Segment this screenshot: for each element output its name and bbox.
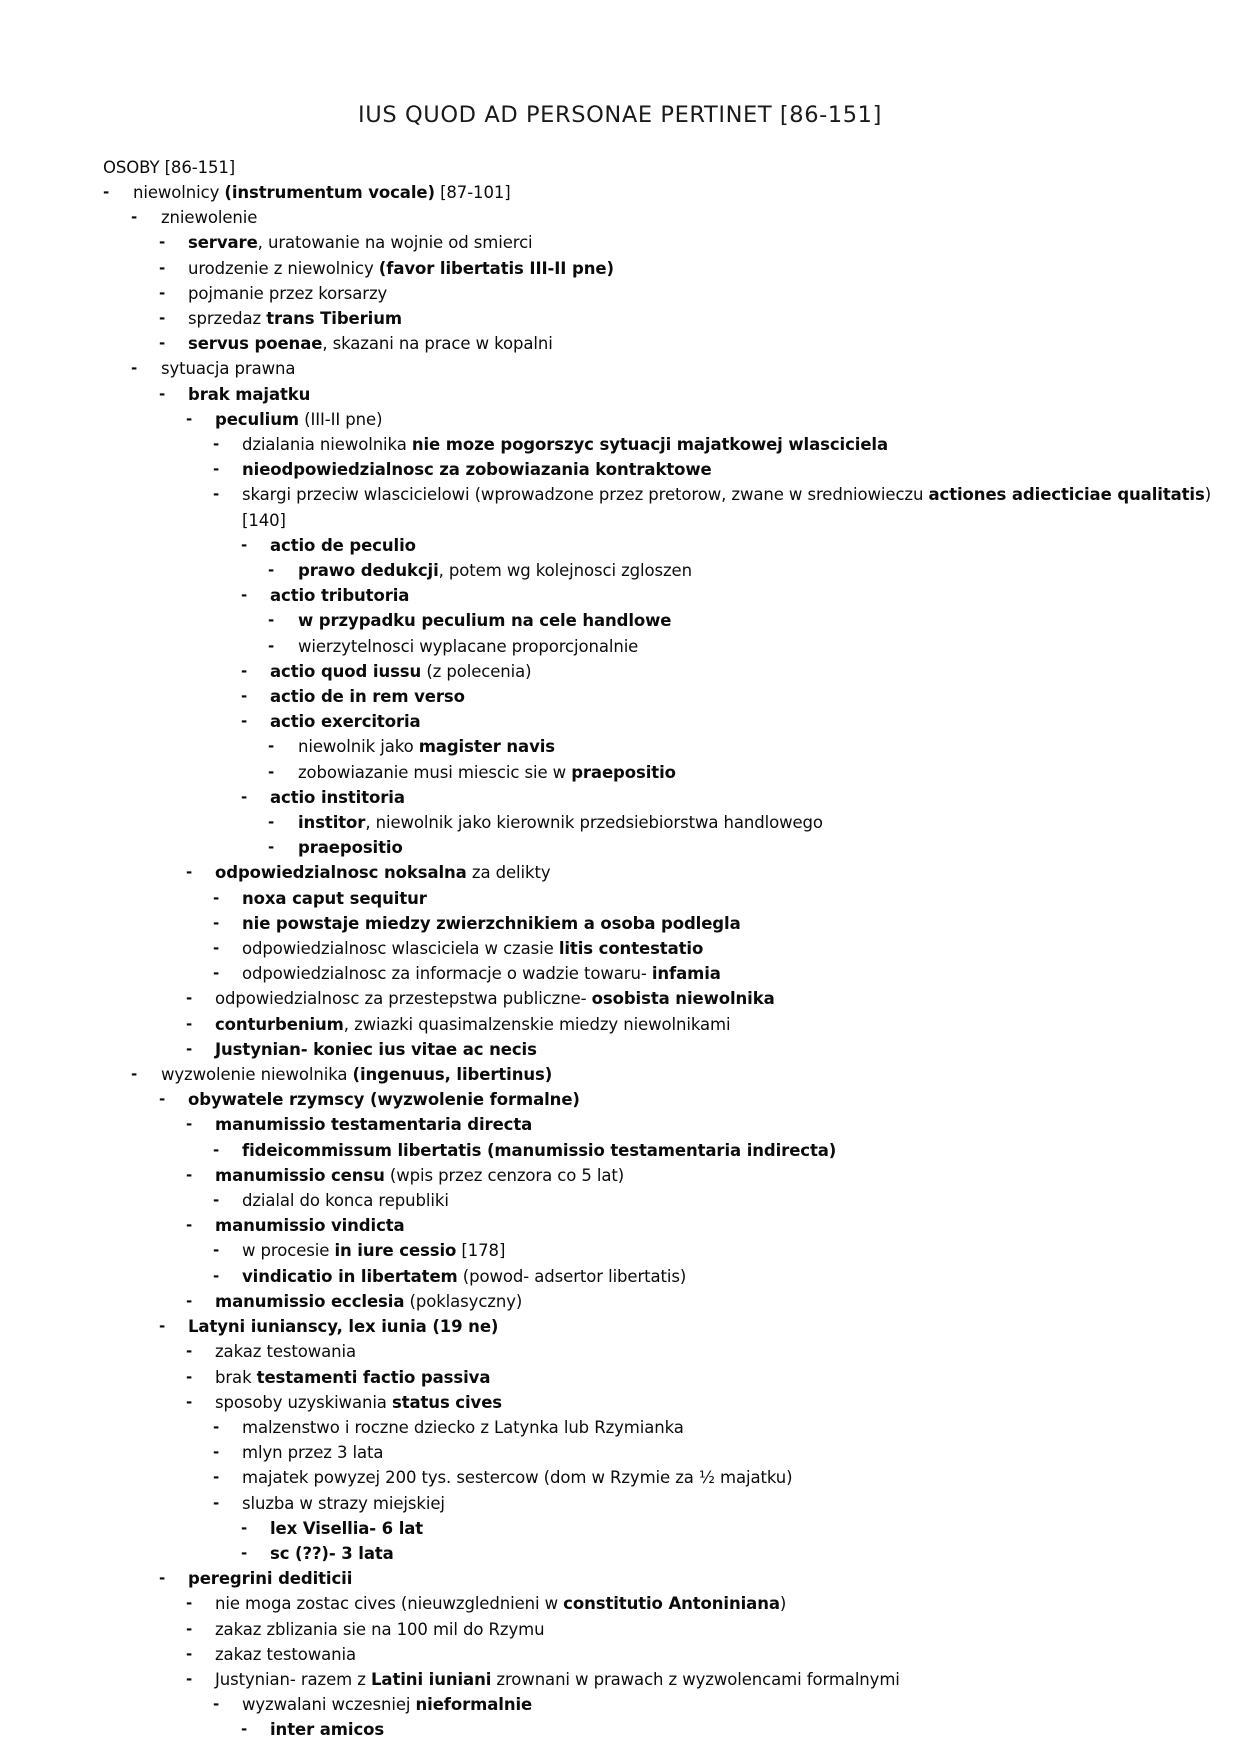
outline-item-text: manumissio ecclesia (poklasyczny)	[215, 1291, 523, 1311]
outline-item-text: odpowiedzialnosc noksalna za delikty	[215, 863, 551, 883]
outline-item	[103, 180, 1240, 205]
bullet-dash-icon: -	[159, 1090, 166, 1109]
outline-item	[186, 1365, 1240, 1390]
outline-item-text: actio exercitoria	[270, 712, 421, 732]
bullet-dash-icon: -	[186, 1392, 193, 1411]
outline-item-text: sprzedaz trans Tiberium	[188, 308, 402, 328]
outline-item-text: majatek powyzej 200 tys. sestercow (dom w Rzymie za ½ majatku)	[242, 1468, 793, 1488]
outline-item	[159, 306, 1240, 331]
bullet-dash-icon: -	[213, 1266, 220, 1285]
bullet-dash-icon: -	[213, 1695, 220, 1714]
outline-item	[213, 1465, 1240, 1490]
outline-item	[213, 886, 1240, 911]
outline-item-text: actio quod iussu (z polecenia)	[270, 661, 532, 681]
outline-item-text: nie powstaje miedzy zwierzchnikiem a osoba podlegla	[242, 913, 741, 933]
bullet-dash-icon: -	[186, 1594, 193, 1613]
bullet-dash-icon: -	[159, 233, 166, 252]
outline-item	[186, 1617, 1240, 1642]
outline-item	[241, 684, 1240, 709]
outline-item	[213, 1440, 1240, 1465]
bullet-dash-icon: -	[159, 1317, 166, 1336]
bullet-dash-icon: -	[159, 258, 166, 277]
bullet-dash-icon: -	[186, 989, 193, 1008]
outline-item-text: niewolnik jako magister navis	[298, 737, 556, 757]
outline-item	[186, 1163, 1240, 1188]
bullet-dash-icon: -	[241, 787, 248, 806]
outline-item-text: obywatele rzymscy (wyzwolenie formalne)	[188, 1090, 580, 1110]
outline-item-text: peregrini dediticii	[188, 1569, 353, 1589]
outline-item-text: actio de peculio	[270, 535, 416, 555]
outline-item	[186, 1591, 1240, 1616]
outline-item	[186, 1289, 1240, 1314]
outline-item-text: noxa caput sequitur	[242, 888, 427, 908]
bullet-dash-icon: -	[213, 1417, 220, 1436]
bullet-dash-icon: -	[159, 308, 166, 327]
outline-item-text: Justynian- koniec ius vitae ac necis	[215, 1039, 537, 1059]
bullet-dash-icon: -	[213, 485, 220, 504]
outline-item	[186, 1112, 1240, 1137]
bullet-dash-icon: -	[186, 1619, 193, 1638]
bullet-dash-icon: -	[241, 1543, 248, 1562]
bullet-dash-icon: -	[186, 1342, 193, 1361]
outline-item-text: servare, uratowanie na wojnie od smierci	[188, 233, 533, 253]
outline-item-text: sc (??)- 3 lata	[270, 1543, 394, 1563]
outline-item-text: praepositio	[298, 838, 403, 858]
bullet-dash-icon: -	[186, 409, 193, 428]
outline-item-text: institor, niewolnik jako kierownik przedsiebiorstwa handlowego	[298, 813, 823, 833]
bullet-dash-icon: -	[186, 1039, 193, 1058]
outline-item	[241, 1717, 1240, 1742]
bullet-dash-icon: -	[159, 283, 166, 302]
bullet-dash-icon: -	[268, 737, 275, 756]
bullet-dash-icon: -	[213, 1140, 220, 1159]
outline-item-text: zakaz zblizania sie na 100 mil do Rzymu	[215, 1619, 545, 1639]
outline-item	[268, 810, 1240, 835]
outline-item-text: actio institoria	[270, 787, 405, 807]
bullet-dash-icon: -	[213, 913, 220, 932]
outline-item-text: niewolnicy (instrumentum vocale) [87-101]	[133, 182, 511, 202]
outline-item	[186, 860, 1240, 885]
outline-item-text: skargi przeciw wlascicielowi (wprowadzone przez pretorow, zwane w sredniowieczu actiones adiecticiae qualitatis) [140]	[242, 485, 1212, 530]
outline-item	[213, 1264, 1240, 1289]
outline-item	[186, 1390, 1240, 1415]
outline-item	[103, 155, 1240, 180]
outline-item	[159, 1087, 1240, 1112]
bullet-dash-icon: -	[213, 888, 220, 907]
outline-item-text: sytuacja prawna	[161, 359, 296, 379]
outline-item	[159, 1314, 1240, 1339]
outline-item	[241, 533, 1240, 558]
outline-item	[131, 356, 1240, 381]
outline-item-text: wierzytelnosci wyplacane proporcjonalnie	[298, 636, 639, 656]
bullet-dash-icon: -	[186, 1644, 193, 1663]
outline-item	[213, 1238, 1240, 1263]
outline-item-text: w procesie in iure cessio [178]	[242, 1241, 506, 1261]
outline-item	[186, 407, 1240, 432]
bullet-dash-icon: -	[213, 1443, 220, 1462]
outline-item-text: urodzenie z niewolnicy (favor libertatis III-II pne)	[188, 258, 614, 278]
outline-item	[268, 608, 1240, 633]
outline-item	[213, 1491, 1240, 1516]
bullet-dash-icon: -	[241, 687, 248, 706]
bullet-dash-icon: -	[131, 208, 138, 227]
bullet-dash-icon: -	[186, 1291, 193, 1310]
outline-item	[159, 230, 1240, 255]
bullet-dash-icon: -	[213, 1191, 220, 1210]
outline-item-text: manumissio testamentaria directa	[215, 1115, 533, 1135]
bullet-dash-icon: -	[268, 762, 275, 781]
bullet-dash-icon: -	[268, 636, 275, 655]
outline-item	[268, 634, 1240, 659]
bullet-dash-icon: -	[213, 434, 220, 453]
outline-item	[159, 1566, 1240, 1591]
outline-item	[159, 256, 1240, 281]
bullet-dash-icon: -	[241, 1720, 248, 1739]
outline-item-text: brak testamenti factio passiva	[215, 1367, 491, 1387]
outline-item	[241, 1516, 1240, 1541]
outline-item-text: peculium (III-II pne)	[215, 409, 383, 429]
outline-item	[186, 1667, 1240, 1692]
outline-item-text: OSOBY [86-151]	[103, 157, 236, 177]
outline-item	[268, 734, 1240, 759]
outline-item-text: odpowiedzialnosc wlasciciela w czasie litis contestatio	[242, 939, 704, 959]
bullet-dash-icon: -	[213, 964, 220, 983]
outline-item-text: dzialal do konca republiki	[242, 1191, 449, 1211]
outline-item	[159, 331, 1240, 356]
outline-item-text: sluzba w strazy miejskiej	[242, 1493, 445, 1513]
outline-item-text: odpowiedzialnosc za informacje o wadzie towaru- infamia	[242, 964, 721, 984]
outline-item	[159, 382, 1240, 407]
outline-item-text: zakaz testowania	[215, 1342, 356, 1362]
bullet-dash-icon: -	[159, 334, 166, 353]
bullet-dash-icon: -	[268, 561, 275, 579]
outline-item-text: inter amicos	[270, 1720, 385, 1740]
bullet-dash-icon: -	[213, 939, 220, 958]
outline-item-text: w przypadku peculium na cele handlowe	[298, 611, 672, 631]
outline-item-text: manumissio vindicta	[215, 1216, 405, 1236]
outline-item-text: servus poenae, skazani na prace w kopalni	[188, 334, 553, 354]
outline-list	[0, 128, 1240, 1743]
bullet-dash-icon: -	[186, 863, 193, 882]
outline-item	[213, 482, 1240, 532]
outline-item	[241, 1541, 1240, 1566]
outline-item	[213, 1415, 1240, 1440]
outline-item	[213, 1138, 1240, 1163]
bullet-dash-icon: -	[186, 1014, 193, 1033]
outline-item	[186, 1037, 1240, 1062]
bullet-dash-icon: -	[268, 813, 275, 832]
outline-item-text: sposoby uzyskiwania status cives	[215, 1392, 503, 1412]
bullet-dash-icon: -	[241, 586, 248, 605]
outline-item	[241, 709, 1240, 734]
outline-item-text: actio tributoria	[270, 586, 410, 606]
bullet-dash-icon: -	[159, 384, 166, 403]
outline-item-text: manumissio censu (wpis przez cenzora co 5 lat)	[215, 1165, 625, 1185]
outline-item	[213, 961, 1240, 986]
bullet-dash-icon: -	[268, 838, 275, 857]
outline-item	[268, 760, 1240, 785]
outline-item-text: conturbenium, zwiazki quasimalzenskie miedzy niewolnikami	[215, 1014, 731, 1034]
outline-item-text: lex Visellia- 6 lat	[270, 1518, 424, 1538]
outline-item-text: pojmanie przez korsarzy	[188, 283, 388, 303]
outline-item-text: nie moga zostac cives (nieuwzglednieni w constitutio Antoniniana)	[215, 1594, 787, 1614]
outline-item-text: actio de in rem verso	[270, 687, 465, 707]
bullet-dash-icon: -	[131, 359, 138, 378]
bullet-dash-icon: -	[186, 1216, 193, 1235]
outline-item-text: zniewolenie	[161, 208, 258, 228]
bullet-dash-icon: -	[213, 1493, 220, 1512]
bullet-dash-icon: -	[213, 1468, 220, 1487]
outline-item	[268, 558, 1240, 583]
bullet-dash-icon: -	[241, 535, 248, 554]
outline-item-text: Justynian- razem z Latini iuniani zrownani w prawach z wyzwolencami formalnymi	[215, 1669, 900, 1689]
outline-item	[186, 986, 1240, 1011]
bullet-dash-icon: -	[241, 712, 248, 731]
outline-item-text: mlyn przez 3 lata	[242, 1443, 384, 1463]
outline-item	[213, 432, 1240, 457]
outline-item	[268, 835, 1240, 860]
outline-item-text: zobowiazanie musi miescic sie w praepositio	[298, 762, 676, 782]
bullet-dash-icon: -	[103, 182, 110, 201]
bullet-dash-icon: -	[186, 1115, 193, 1134]
outline-item	[213, 457, 1240, 482]
bullet-dash-icon: -	[186, 1367, 193, 1386]
outline-item-text: malzenstwo i roczne dziecko z Latynka lub Rzymianka	[242, 1417, 684, 1437]
bullet-dash-icon: -	[213, 1241, 220, 1260]
bullet-dash-icon: -	[241, 1518, 248, 1537]
outline-item	[213, 1188, 1240, 1213]
outline-item	[241, 659, 1240, 684]
outline-item-text: dzialania niewolnika nie moze pogorszyc sytuacji majatkowej wlasciciela	[242, 434, 888, 454]
outline-item-text: Latyni iunianscy, lex iunia (19 ne)	[188, 1317, 499, 1337]
bullet-dash-icon: -	[213, 460, 220, 479]
outline-item-text: wyzwalani wczesniej nieformalnie	[242, 1695, 533, 1715]
outline-item	[213, 911, 1240, 936]
page-title: IUS QUOD AD PERSONAE PERTINET [86-151]	[358, 102, 882, 128]
outline-item	[131, 205, 1240, 230]
outline-item-text: nieodpowiedzialnosc za zobowiazania kontraktowe	[242, 460, 712, 480]
outline-item	[213, 1692, 1240, 1717]
outline-item-text: brak majatku	[188, 384, 311, 404]
outline-item	[186, 1012, 1240, 1037]
bullet-dash-icon: -	[159, 1569, 166, 1588]
outline-item	[186, 1339, 1240, 1364]
outline-item	[186, 1213, 1240, 1238]
outline-item	[186, 1642, 1240, 1667]
bullet-dash-icon: -	[268, 611, 275, 630]
outline-item-text: odpowiedzialnosc za przestepstwa publiczne- osobista niewolnika	[215, 989, 775, 1009]
outline-item	[159, 281, 1240, 306]
bullet-dash-icon: -	[186, 1669, 193, 1688]
outline-item-text: zakaz testowania	[215, 1644, 356, 1664]
bullet-dash-icon: -	[241, 661, 248, 680]
bullet-dash-icon: -	[131, 1065, 138, 1084]
outline-item-text: prawo dedukcji, potem wg kolejnosci zgloszen	[298, 561, 692, 580]
outline-item-text: vindicatio in libertatem (powod- adsertor libertatis)	[242, 1266, 687, 1286]
outline-item	[131, 1062, 1240, 1087]
outline-item-text: fideicommissum libertatis (manumissio testamentaria indirecta)	[242, 1140, 837, 1160]
outline-item	[241, 785, 1240, 810]
outline-item	[213, 936, 1240, 961]
outline-item	[241, 583, 1240, 608]
outline-item-text: wyzwolenie niewolnika (ingenuus, libertinus)	[161, 1065, 553, 1085]
bullet-dash-icon: -	[186, 1165, 193, 1184]
